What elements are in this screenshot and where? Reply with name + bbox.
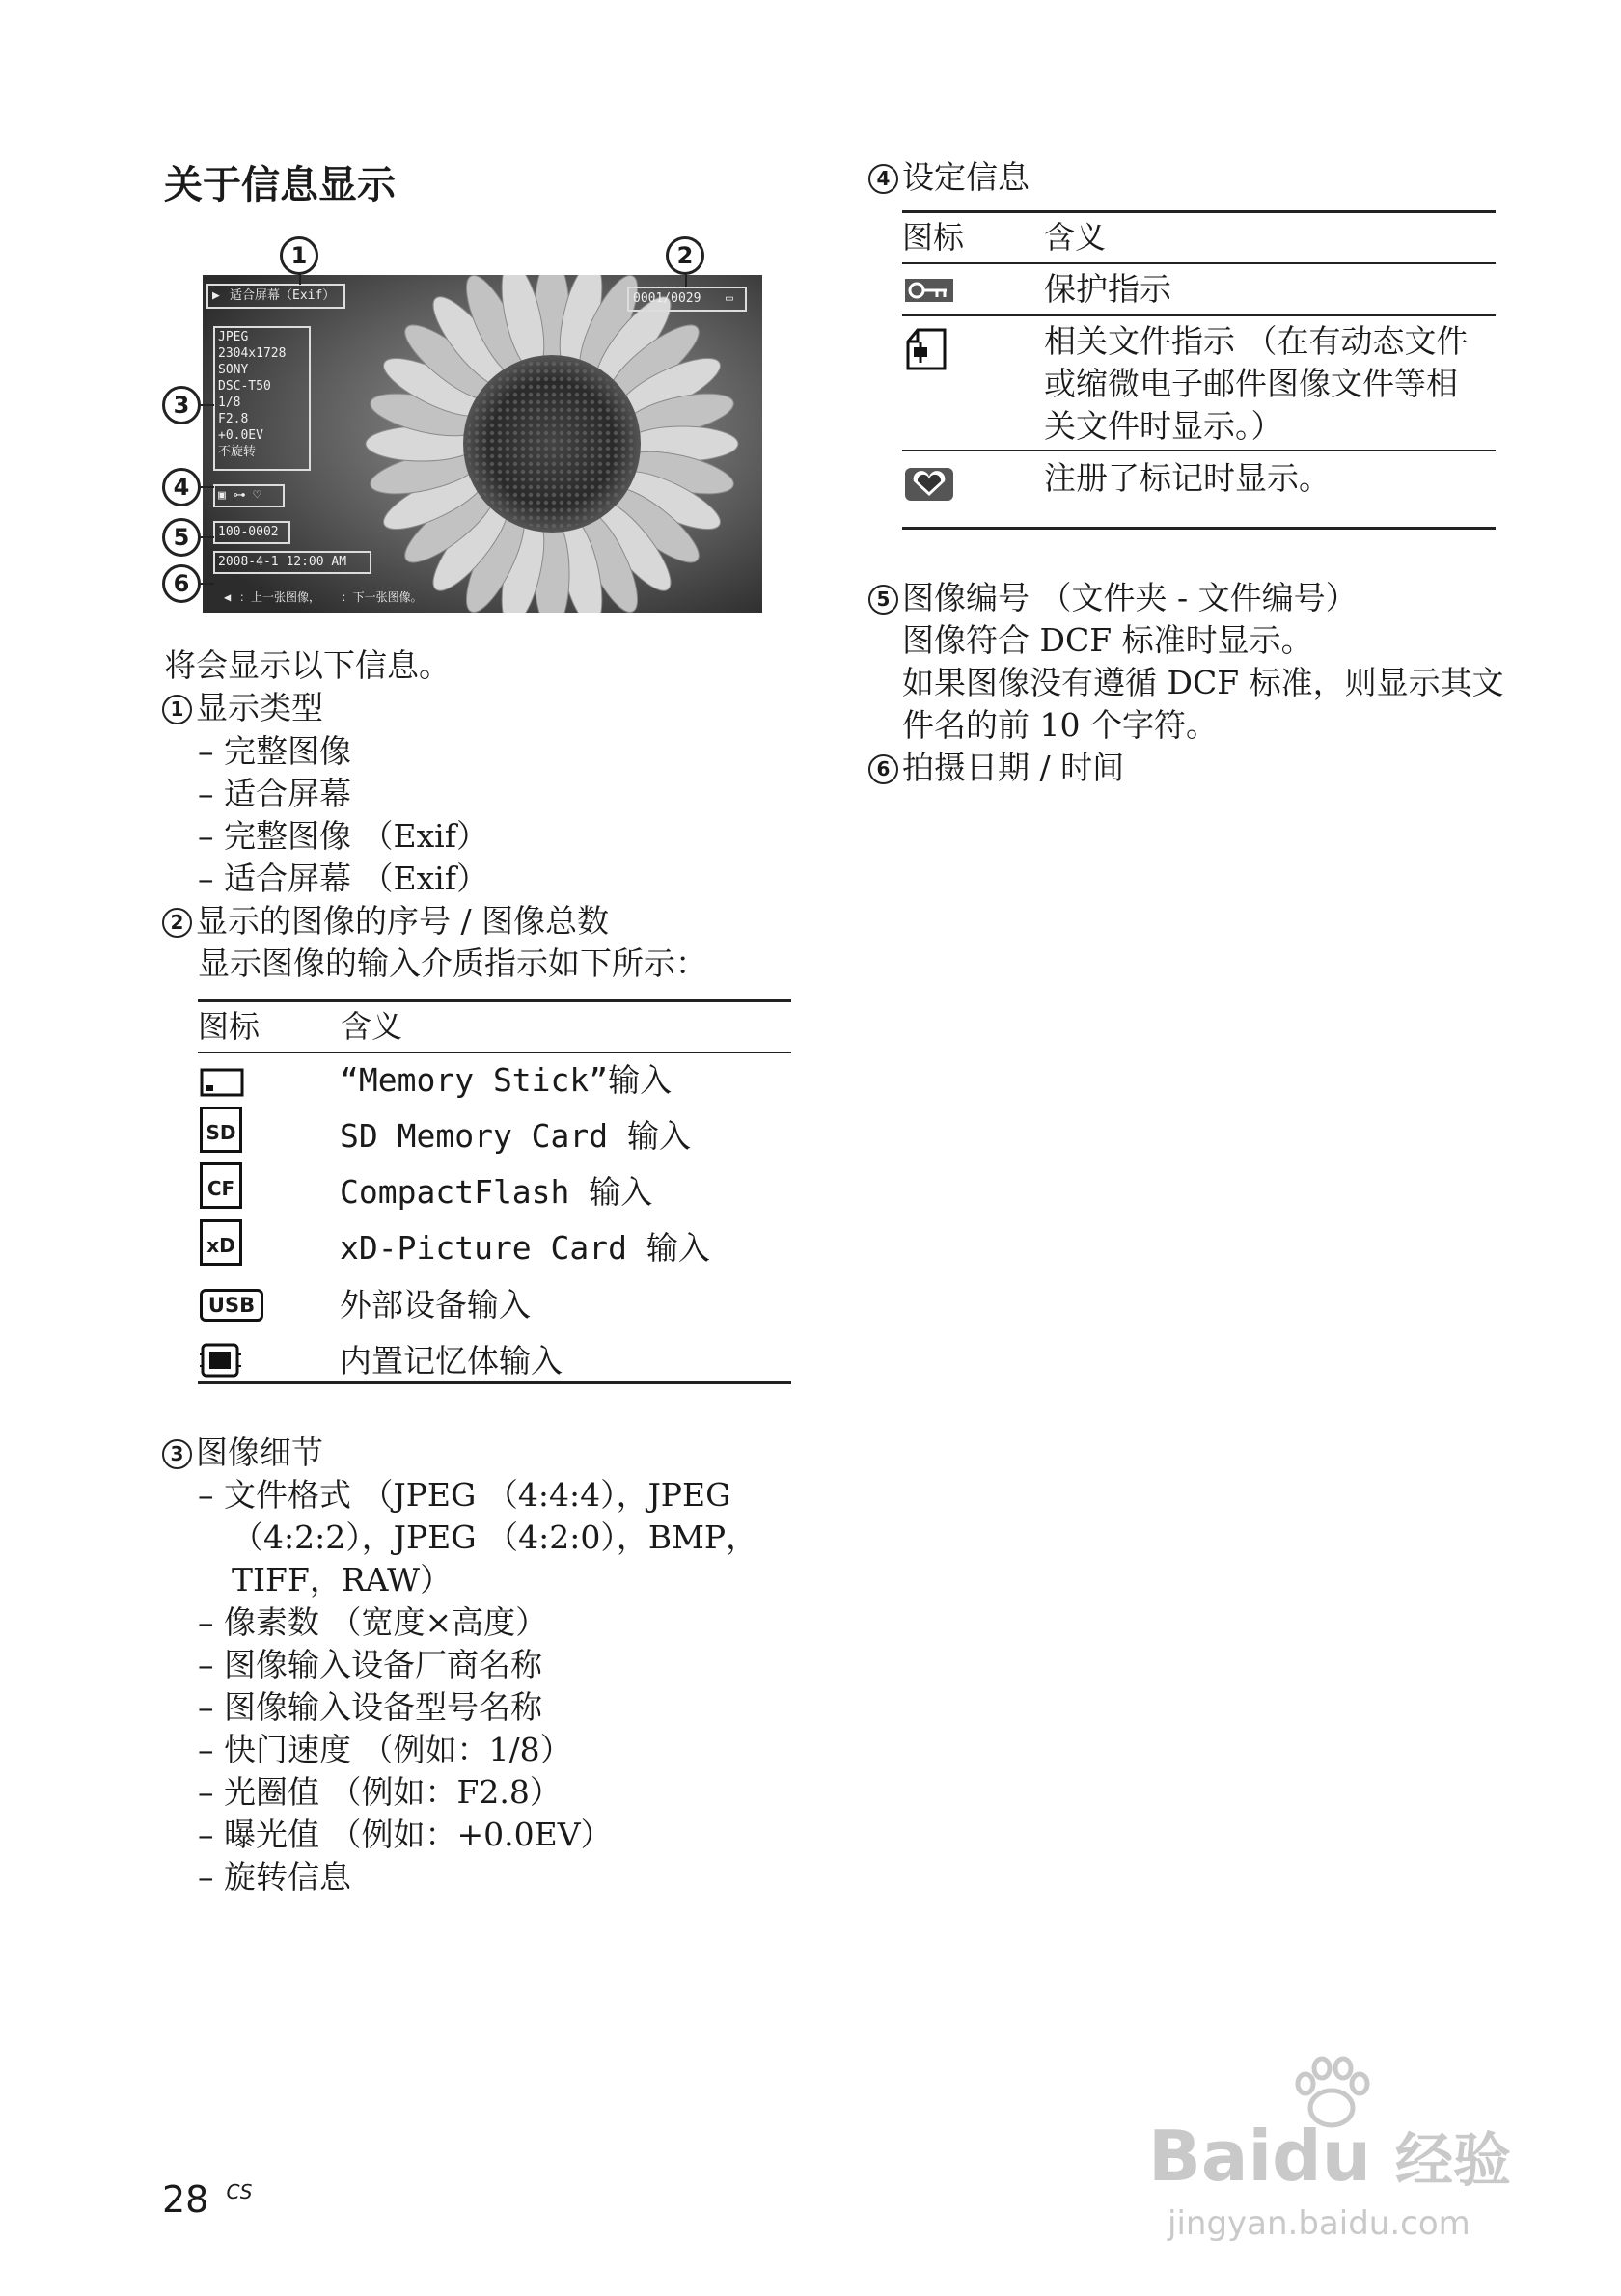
item3-number: 3 — [162, 1439, 192, 1469]
settings-box — [213, 484, 285, 507]
sd-card-icon — [200, 1107, 242, 1153]
callout-1-line — [299, 273, 301, 285]
memory-stick-icon: ▭ — [726, 291, 733, 306]
item2-title: 显示的图像的序号 / 图像总数 — [196, 902, 610, 940]
item3-line: – 文件格式 （JPEG （4:4:4），JPEG — [198, 1476, 731, 1514]
table2-header-rule — [902, 262, 1496, 264]
table1-header-icon: 图标 — [198, 1008, 261, 1045]
internal-memory-icon — [200, 1341, 244, 1380]
item5-line: 件名的前 10 个字符。 — [902, 706, 1218, 744]
item3-line: （4:2:2），JPEG （4:2:0），BMP， — [232, 1518, 758, 1556]
table1-meaning: 外部设备输入 — [340, 1286, 531, 1324]
item5-number: 5 — [868, 585, 898, 615]
item2-number: 2 — [162, 908, 192, 938]
item1-title: 显示类型 — [196, 689, 323, 726]
item3-heading — [162, 1432, 323, 1474]
item3-line: – 图像输入设备厂商名称 — [198, 1646, 542, 1683]
display-type-label: 适合屏幕（Exif） — [230, 288, 336, 303]
watermark-brand-bai: Bai — [1148, 2116, 1273, 2197]
detail-line: 2304x1728 — [218, 346, 287, 361]
table1-bottom-rule — [198, 1381, 791, 1384]
datetime: 2008-4-1 12:00 AM — [218, 555, 347, 569]
table2-top-rule — [902, 210, 1496, 213]
callout-2: 2 — [666, 236, 704, 275]
item2-desc: 显示图像的输入介质指示如下所示： — [198, 944, 707, 982]
item4-title: 设定信息 — [902, 158, 1030, 196]
page-title: 关于信息显示 — [164, 163, 396, 207]
item5-title: 图像编号 （文件夹 - 文件编号） — [902, 579, 1358, 616]
counter-box — [627, 287, 747, 312]
item5-line: 图像符合 DCF 标准时显示。 — [902, 621, 1313, 659]
item1-option: – 适合屏幕 — [198, 775, 351, 812]
intro-text: 将会显示以下信息。 — [164, 646, 451, 684]
table1-meaning: CompactFlash 输入 — [340, 1173, 653, 1211]
item4-heading — [868, 156, 1030, 199]
file-number-box — [213, 521, 290, 544]
xd-card-icon-text: xD — [206, 1234, 235, 1257]
memory-stick-icon — [200, 1067, 246, 1098]
item6-title: 拍摄日期 / 时间 — [902, 749, 1125, 786]
table1-top-rule — [198, 999, 791, 1002]
item3-title: 图像细节 — [196, 1434, 323, 1471]
table1-meaning: “Memory Stick”输入 — [340, 1061, 673, 1099]
detail-line: JPEG — [218, 330, 249, 344]
related-file-icon — [904, 328, 948, 372]
item2-heading — [162, 900, 609, 943]
usb-icon — [200, 1289, 263, 1322]
item4-number: 4 — [868, 164, 898, 194]
xd-card-icon — [200, 1219, 242, 1266]
item1-option: – 完整图像 — [198, 732, 351, 770]
callout-4-line — [201, 486, 214, 488]
left-arrow-icon: ◀ — [224, 590, 232, 604]
cf-card-icon — [200, 1162, 242, 1209]
item3-line: – 旋转信息 — [198, 1858, 351, 1896]
page-number-value: 28 — [162, 2178, 209, 2221]
nav-hint-text: ：上一张图像， ：下一张图像。 — [239, 590, 423, 604]
table1-meaning: xD-Picture Card 输入 — [340, 1229, 710, 1267]
callout-3-line — [201, 404, 214, 406]
watermark-brand — [1148, 2115, 1511, 2198]
cf-card-icon-text: CF — [206, 1177, 235, 1200]
detail-line: 1/8 — [218, 396, 241, 410]
baidu-watermark — [1148, 2055, 1553, 2248]
item3-line: – 图像输入设备型号名称 — [198, 1688, 542, 1726]
callout-5: 5 — [162, 518, 201, 557]
item6-heading — [868, 747, 1124, 789]
item3-line: – 像素数 （宽度×高度） — [198, 1603, 548, 1641]
item5-line: 如果图像没有遵循 DCF 标准，则显示其文 — [902, 664, 1504, 701]
usb-icon-text: USB — [207, 1294, 256, 1317]
table2-meaning: 关文件时显示。） — [1044, 407, 1283, 445]
table2-meaning: 相关文件指示 （在有动态文件 — [1044, 322, 1469, 360]
watermark-brand-du: du — [1272, 2116, 1371, 2197]
table2-row-rule — [902, 450, 1496, 451]
detail-line: DSC-T50 — [218, 379, 271, 394]
detail-line: 不旋转 — [218, 445, 257, 459]
table1-header-rule — [198, 1052, 791, 1053]
watermark-cn: 经验 — [1395, 2127, 1512, 2195]
item6-number: 6 — [868, 754, 898, 784]
mark-heart-icon — [904, 467, 954, 502]
callout-5-line — [201, 536, 214, 538]
page-lang: CS — [226, 2180, 253, 2203]
table2-meaning: 或缩微电子邮件图像文件等相 — [1044, 365, 1458, 402]
detail-lines — [218, 329, 286, 460]
table2-header-icon: 图标 — [902, 219, 965, 256]
table2-header-meaning: 含义 — [1044, 219, 1107, 256]
table2-bottom-rule — [902, 527, 1496, 530]
callout-3: 3 — [162, 386, 201, 424]
item1-option: – 适合屏幕 （Exif） — [198, 860, 488, 897]
item1-number: 1 — [162, 695, 192, 724]
screen-illustration — [203, 275, 762, 613]
item3-line: – 曝光值 （例如：+0.0EV） — [198, 1816, 613, 1853]
callout-6: 6 — [162, 564, 201, 603]
item1-option: – 完整图像 （Exif） — [198, 817, 488, 855]
callout-1: 1 — [280, 236, 318, 275]
item3-line: TIFF，RAW） — [232, 1561, 453, 1599]
table1-meaning: SD Memory Card 输入 — [340, 1117, 692, 1155]
sd-card-icon-text: SD — [206, 1121, 236, 1144]
protect-key-icon — [904, 278, 954, 303]
callout-2-line — [685, 273, 687, 287]
watermark-url: jingyan.baidu.com — [1168, 2204, 1470, 2243]
display-type-box: ▶ 适合屏幕（Exif） — [206, 284, 345, 309]
file-number: 100-0002 — [218, 525, 279, 539]
table2-row-rule — [902, 314, 1496, 316]
detail-box — [213, 326, 311, 471]
image-counter: 0001/0029 — [633, 291, 701, 306]
detail-line: F2.8 — [218, 412, 249, 426]
table1-header-meaning: 含义 — [341, 1008, 403, 1045]
table1-meaning: 内置记忆体输入 — [340, 1342, 563, 1380]
settings-icons: ▣ ⊶ ♡ — [218, 488, 261, 503]
table2-meaning: 保护指示 — [1044, 270, 1171, 308]
detail-line: +0.0EV — [218, 428, 263, 443]
datetime-box — [213, 551, 371, 574]
item5-heading — [868, 577, 1358, 619]
table2-meaning: 注册了标记时显示。 — [1044, 459, 1331, 497]
detail-line: SONY — [218, 363, 249, 377]
item3-line: – 快门速度 （例如：1/8） — [198, 1731, 572, 1768]
page-number — [162, 2178, 252, 2221]
item1-heading — [162, 687, 323, 729]
callout-6-line — [201, 583, 214, 585]
item3-line: – 光圈值 （例如：F2.8） — [198, 1773, 562, 1811]
callout-4: 4 — [162, 468, 201, 506]
